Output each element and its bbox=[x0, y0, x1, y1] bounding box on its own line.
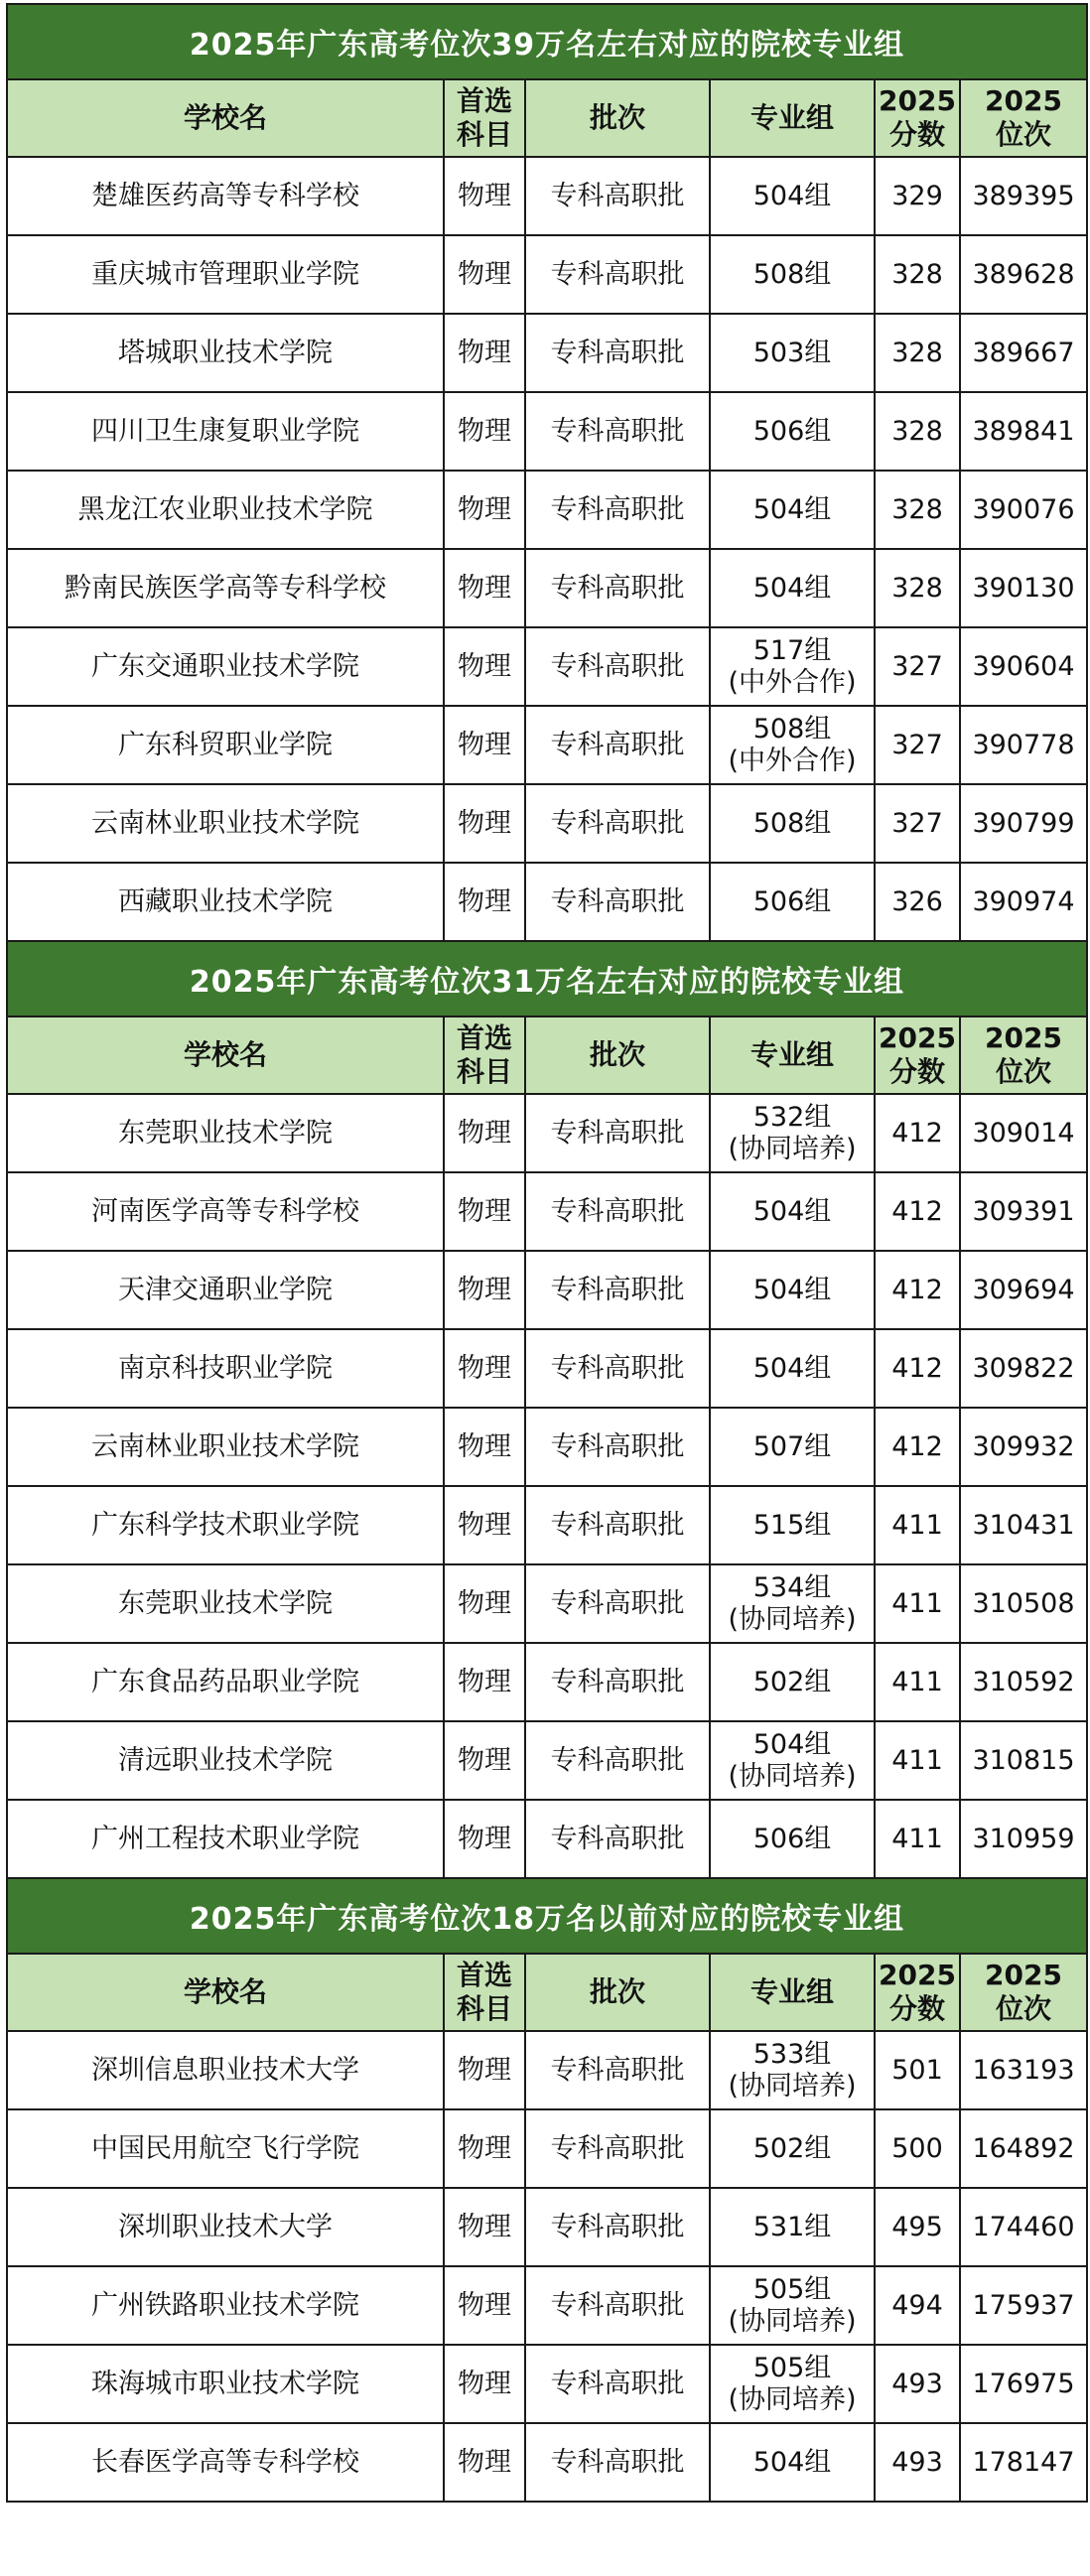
score-cell: 493 bbox=[875, 2423, 960, 2502]
table-row bbox=[7, 157, 1087, 235]
score-cell: 412 bbox=[875, 1094, 960, 1172]
group-code: 508组 bbox=[752, 713, 832, 745]
group-cell bbox=[710, 392, 875, 471]
rank-cell: 310431 bbox=[960, 1486, 1087, 1564]
batch-cell: 专科高职批 bbox=[525, 863, 710, 941]
subject-cell: 物理 bbox=[444, 863, 525, 941]
header-subject-line1: 首选 bbox=[456, 1021, 512, 1054]
table-row bbox=[7, 863, 1087, 941]
header-row bbox=[7, 79, 1087, 157]
subject-cell: 物理 bbox=[444, 2188, 525, 2266]
group-code: 504组 bbox=[752, 1352, 832, 1384]
group-code: 531组 bbox=[752, 2211, 832, 2242]
rank-cell: 310508 bbox=[960, 1564, 1087, 1643]
batch-cell: 专科高职批 bbox=[525, 784, 710, 863]
batch-cell: 专科高职批 bbox=[525, 392, 710, 471]
group-cell bbox=[710, 2188, 875, 2266]
rank-cell: 389667 bbox=[960, 314, 1087, 392]
group-code: 532组 bbox=[752, 1101, 832, 1133]
section-title: 2025年广东高考位次39万名左右对应的院校专业组 bbox=[7, 4, 1087, 79]
header-score-line2: 分数 bbox=[888, 1055, 945, 1088]
subject-cell: 物理 bbox=[444, 549, 525, 627]
school-name: 天津交通职业学院 bbox=[7, 1251, 444, 1329]
group-cell bbox=[710, 549, 875, 627]
school-name: 长春医学高等专科学校 bbox=[7, 2423, 444, 2502]
table-row bbox=[7, 392, 1087, 471]
score-cell: 494 bbox=[875, 2266, 960, 2345]
table-row bbox=[7, 627, 1087, 706]
rank-cell: 176975 bbox=[960, 2345, 1087, 2423]
rank-cell: 390130 bbox=[960, 549, 1087, 627]
score-cell: 412 bbox=[875, 1172, 960, 1251]
score-cell: 328 bbox=[875, 235, 960, 314]
header-score bbox=[875, 79, 960, 157]
school-name: 云南林业职业技术学院 bbox=[7, 784, 444, 863]
group-note: (协同培养) bbox=[728, 1760, 857, 1792]
school-name: 南京科技职业学院 bbox=[7, 1329, 444, 1408]
school-name: 广东科学技术职业学院 bbox=[7, 1486, 444, 1564]
batch-cell: 专科高职批 bbox=[525, 1251, 710, 1329]
header-group: 专业组 bbox=[710, 1954, 875, 2031]
score-cell: 327 bbox=[875, 627, 960, 706]
header-subject-line2: 科目 bbox=[456, 1992, 512, 2025]
subject-cell: 物理 bbox=[444, 1172, 525, 1251]
batch-cell: 专科高职批 bbox=[525, 1329, 710, 1408]
header-batch: 批次 bbox=[525, 1017, 710, 1094]
school-name: 深圳职业技术大学 bbox=[7, 2188, 444, 2266]
header-score bbox=[875, 1017, 960, 1094]
table-row bbox=[7, 1800, 1087, 1878]
school-name: 重庆城市管理职业学院 bbox=[7, 235, 444, 314]
group-cell bbox=[710, 235, 875, 314]
school-name: 中国民用航空飞行学院 bbox=[7, 2109, 444, 2188]
school-name: 四川卫生康复职业学院 bbox=[7, 392, 444, 471]
batch-cell: 专科高职批 bbox=[525, 2188, 710, 2266]
group-note: (协同培养) bbox=[728, 1603, 857, 1635]
score-cell: 495 bbox=[875, 2188, 960, 2266]
subject-cell: 物理 bbox=[444, 314, 525, 392]
table-row bbox=[7, 706, 1087, 784]
header-subject-line1: 首选 bbox=[456, 84, 512, 117]
group-code: 534组 bbox=[752, 1571, 832, 1603]
group-code: 505组 bbox=[752, 2352, 832, 2383]
group-code: 504组 bbox=[752, 1274, 832, 1305]
group-cell bbox=[710, 1408, 875, 1486]
group-cell bbox=[710, 2109, 875, 2188]
table-row bbox=[7, 2109, 1087, 2188]
header-subject-line2: 科目 bbox=[456, 1055, 512, 1088]
group-code: 502组 bbox=[752, 2132, 832, 2164]
batch-cell: 专科高职批 bbox=[525, 1800, 710, 1878]
table-row bbox=[7, 1564, 1087, 1643]
table-row bbox=[7, 471, 1087, 549]
group-code: 504组 bbox=[752, 572, 832, 604]
group-code: 504组 bbox=[752, 1728, 832, 1760]
group-note: (协同培养) bbox=[728, 2305, 857, 2337]
group-code: 506组 bbox=[752, 885, 832, 917]
group-note: (中外合作) bbox=[728, 745, 857, 776]
score-cell: 326 bbox=[875, 863, 960, 941]
table-row bbox=[7, 1251, 1087, 1329]
group-code: 503组 bbox=[752, 337, 832, 368]
school-name: 清远职业技术学院 bbox=[7, 1721, 444, 1800]
subject-cell: 物理 bbox=[444, 706, 525, 784]
header-group: 专业组 bbox=[710, 1017, 875, 1094]
group-code: 517组 bbox=[752, 634, 832, 666]
group-code: 506组 bbox=[752, 415, 832, 447]
group-cell bbox=[710, 1721, 875, 1800]
rank-cell: 310815 bbox=[960, 1721, 1087, 1800]
group-cell bbox=[710, 1094, 875, 1172]
header-score-line2: 分数 bbox=[888, 118, 945, 151]
header-rank-line1: 2025 bbox=[985, 1959, 1062, 1991]
batch-cell: 专科高职批 bbox=[525, 627, 710, 706]
header-rank bbox=[960, 79, 1087, 157]
section-title-row bbox=[7, 4, 1087, 79]
subject-cell: 物理 bbox=[444, 1564, 525, 1643]
subject-cell: 物理 bbox=[444, 392, 525, 471]
admission-table bbox=[6, 3, 1088, 2503]
score-cell: 327 bbox=[875, 706, 960, 784]
group-cell bbox=[710, 314, 875, 392]
subject-cell: 物理 bbox=[444, 1329, 525, 1408]
rank-cell: 389841 bbox=[960, 392, 1087, 471]
group-cell bbox=[710, 1172, 875, 1251]
subject-cell: 物理 bbox=[444, 1408, 525, 1486]
rank-cell: 390799 bbox=[960, 784, 1087, 863]
rank-cell: 309694 bbox=[960, 1251, 1087, 1329]
school-name: 黑龙江农业职业技术学院 bbox=[7, 471, 444, 549]
group-cell bbox=[710, 627, 875, 706]
rank-cell: 309014 bbox=[960, 1094, 1087, 1172]
batch-cell: 专科高职批 bbox=[525, 549, 710, 627]
table-row bbox=[7, 2423, 1087, 2502]
section-title: 2025年广东高考位次31万名左右对应的院校专业组 bbox=[7, 941, 1087, 1017]
rank-cell: 174460 bbox=[960, 2188, 1087, 2266]
batch-cell: 专科高职批 bbox=[525, 2345, 710, 2423]
header-subject-line1: 首选 bbox=[456, 1959, 512, 1991]
subject-cell: 物理 bbox=[444, 627, 525, 706]
header-batch: 批次 bbox=[525, 1954, 710, 2031]
subject-cell: 物理 bbox=[444, 1486, 525, 1564]
group-note: (协同培养) bbox=[728, 2070, 857, 2101]
batch-cell: 专科高职批 bbox=[525, 1643, 710, 1721]
subject-cell: 物理 bbox=[444, 1094, 525, 1172]
table-row bbox=[7, 784, 1087, 863]
table-row bbox=[7, 1329, 1087, 1408]
rank-cell: 163193 bbox=[960, 2031, 1087, 2109]
table-row bbox=[7, 1408, 1087, 1486]
group-cell bbox=[710, 1329, 875, 1408]
score-cell: 328 bbox=[875, 549, 960, 627]
batch-cell: 专科高职批 bbox=[525, 2031, 710, 2109]
group-code: 504组 bbox=[752, 180, 832, 211]
batch-cell: 专科高职批 bbox=[525, 2109, 710, 2188]
rank-cell: 310959 bbox=[960, 1800, 1087, 1878]
group-note: (中外合作) bbox=[728, 666, 857, 698]
table-row bbox=[7, 314, 1087, 392]
group-cell bbox=[710, 2345, 875, 2423]
group-cell bbox=[710, 1800, 875, 1878]
school-name: 广东交通职业技术学院 bbox=[7, 627, 444, 706]
score-cell: 328 bbox=[875, 471, 960, 549]
subject-cell: 物理 bbox=[444, 1800, 525, 1878]
subject-cell: 物理 bbox=[444, 784, 525, 863]
header-row bbox=[7, 1954, 1087, 2031]
table-row bbox=[7, 2188, 1087, 2266]
rank-cell: 390604 bbox=[960, 627, 1087, 706]
group-note: (协同培养) bbox=[728, 1133, 857, 1164]
rank-cell: 390778 bbox=[960, 706, 1087, 784]
group-code: 504组 bbox=[752, 2446, 832, 2478]
group-cell bbox=[710, 1643, 875, 1721]
header-rank-line2: 位次 bbox=[995, 1992, 1051, 2025]
group-cell bbox=[710, 2423, 875, 2502]
header-subject bbox=[444, 1017, 525, 1094]
score-cell: 411 bbox=[875, 1486, 960, 1564]
school-name: 河南医学高等专科学校 bbox=[7, 1172, 444, 1251]
header-rank bbox=[960, 1954, 1087, 2031]
school-name: 深圳信息职业技术大学 bbox=[7, 2031, 444, 2109]
school-name: 塔城职业技术学院 bbox=[7, 314, 444, 392]
group-cell bbox=[710, 2031, 875, 2109]
rank-cell: 310592 bbox=[960, 1643, 1087, 1721]
group-code: 505组 bbox=[752, 2273, 832, 2305]
score-cell: 411 bbox=[875, 1643, 960, 1721]
header-score-line1: 2025 bbox=[879, 84, 956, 117]
batch-cell: 专科高职批 bbox=[525, 1564, 710, 1643]
table-row bbox=[7, 1486, 1087, 1564]
header-score bbox=[875, 1954, 960, 2031]
subject-cell: 物理 bbox=[444, 2109, 525, 2188]
school-name: 广州工程技术职业学院 bbox=[7, 1800, 444, 1878]
batch-cell: 专科高职批 bbox=[525, 2266, 710, 2345]
header-rank-line1: 2025 bbox=[985, 84, 1062, 117]
header-rank bbox=[960, 1017, 1087, 1094]
group-cell bbox=[710, 157, 875, 235]
subject-cell: 物理 bbox=[444, 1721, 525, 1800]
table-row bbox=[7, 1643, 1087, 1721]
batch-cell: 专科高职批 bbox=[525, 157, 710, 235]
school-name: 广东科贸职业学院 bbox=[7, 706, 444, 784]
header-rank-line1: 2025 bbox=[985, 1021, 1062, 1054]
batch-cell: 专科高职批 bbox=[525, 1408, 710, 1486]
batch-cell: 专科高职批 bbox=[525, 1172, 710, 1251]
group-code: 508组 bbox=[752, 807, 832, 839]
table-row bbox=[7, 235, 1087, 314]
batch-cell: 专科高职批 bbox=[525, 471, 710, 549]
header-school: 学校名 bbox=[7, 1017, 444, 1094]
header-batch: 批次 bbox=[525, 79, 710, 157]
score-cell: 411 bbox=[875, 1721, 960, 1800]
header-school: 学校名 bbox=[7, 79, 444, 157]
group-cell bbox=[710, 784, 875, 863]
score-cell: 412 bbox=[875, 1329, 960, 1408]
subject-cell: 物理 bbox=[444, 2345, 525, 2423]
header-group: 专业组 bbox=[710, 79, 875, 157]
group-cell bbox=[710, 1486, 875, 1564]
table-row bbox=[7, 2031, 1087, 2109]
score-cell: 327 bbox=[875, 784, 960, 863]
rank-cell: 390076 bbox=[960, 471, 1087, 549]
admission-table-container bbox=[6, 3, 1086, 2503]
group-note: (协同培养) bbox=[728, 2383, 857, 2415]
group-code: 504组 bbox=[752, 493, 832, 525]
rank-cell: 164892 bbox=[960, 2109, 1087, 2188]
rank-cell: 309391 bbox=[960, 1172, 1087, 1251]
header-school: 学校名 bbox=[7, 1954, 444, 2031]
subject-cell: 物理 bbox=[444, 1251, 525, 1329]
group-code: 506组 bbox=[752, 1823, 832, 1854]
school-name: 广州铁路职业技术学院 bbox=[7, 2266, 444, 2345]
group-code: 507组 bbox=[752, 1430, 832, 1462]
rank-cell: 389628 bbox=[960, 235, 1087, 314]
subject-cell: 物理 bbox=[444, 1643, 525, 1721]
batch-cell: 专科高职批 bbox=[525, 1486, 710, 1564]
section-title-row bbox=[7, 1878, 1087, 1954]
score-cell: 412 bbox=[875, 1251, 960, 1329]
rank-cell: 389395 bbox=[960, 157, 1087, 235]
subject-cell: 物理 bbox=[444, 235, 525, 314]
score-cell: 411 bbox=[875, 1564, 960, 1643]
score-cell: 328 bbox=[875, 314, 960, 392]
score-cell: 501 bbox=[875, 2031, 960, 2109]
group-code: 502组 bbox=[752, 1666, 832, 1697]
batch-cell: 专科高职批 bbox=[525, 235, 710, 314]
score-cell: 500 bbox=[875, 2109, 960, 2188]
group-code: 515组 bbox=[752, 1509, 832, 1541]
header-score-line2: 分数 bbox=[888, 1992, 945, 2025]
group-cell bbox=[710, 1251, 875, 1329]
score-cell: 328 bbox=[875, 392, 960, 471]
batch-cell: 专科高职批 bbox=[525, 706, 710, 784]
table-row bbox=[7, 549, 1087, 627]
header-subject-line2: 科目 bbox=[456, 118, 512, 151]
school-name: 西藏职业技术学院 bbox=[7, 863, 444, 941]
school-name: 楚雄医药高等专科学校 bbox=[7, 157, 444, 235]
table-row bbox=[7, 2266, 1087, 2345]
header-score-line1: 2025 bbox=[879, 1959, 956, 1991]
subject-cell: 物理 bbox=[444, 2031, 525, 2109]
school-name: 云南林业职业技术学院 bbox=[7, 1408, 444, 1486]
score-cell: 411 bbox=[875, 1800, 960, 1878]
header-subject bbox=[444, 79, 525, 157]
batch-cell: 专科高职批 bbox=[525, 1721, 710, 1800]
subject-cell: 物理 bbox=[444, 2266, 525, 2345]
rank-cell: 175937 bbox=[960, 2266, 1087, 2345]
rank-cell: 309822 bbox=[960, 1329, 1087, 1408]
group-cell bbox=[710, 2266, 875, 2345]
subject-cell: 物理 bbox=[444, 157, 525, 235]
group-cell bbox=[710, 471, 875, 549]
subject-cell: 物理 bbox=[444, 2423, 525, 2502]
batch-cell: 专科高职批 bbox=[525, 2423, 710, 2502]
header-rank-line2: 位次 bbox=[995, 118, 1051, 151]
table-row bbox=[7, 1721, 1087, 1800]
subject-cell: 物理 bbox=[444, 471, 525, 549]
school-name: 珠海城市职业技术学院 bbox=[7, 2345, 444, 2423]
section-title: 2025年广东高考位次18万名以前对应的院校专业组 bbox=[7, 1878, 1087, 1954]
group-cell bbox=[710, 706, 875, 784]
table-row bbox=[7, 1172, 1087, 1251]
batch-cell: 专科高职批 bbox=[525, 314, 710, 392]
table-row bbox=[7, 2345, 1087, 2423]
school-name: 黔南民族医学高等专科学校 bbox=[7, 549, 444, 627]
header-score-line1: 2025 bbox=[879, 1021, 956, 1054]
group-code: 508组 bbox=[752, 258, 832, 290]
score-cell: 412 bbox=[875, 1408, 960, 1486]
group-code: 533组 bbox=[752, 2038, 832, 2070]
group-cell bbox=[710, 863, 875, 941]
table-row bbox=[7, 1094, 1087, 1172]
batch-cell: 专科高职批 bbox=[525, 1094, 710, 1172]
header-row bbox=[7, 1017, 1087, 1094]
school-name: 东莞职业技术学院 bbox=[7, 1094, 444, 1172]
group-cell bbox=[710, 1564, 875, 1643]
section-title-row bbox=[7, 941, 1087, 1017]
rank-cell: 390974 bbox=[960, 863, 1087, 941]
score-cell: 329 bbox=[875, 157, 960, 235]
rank-cell: 178147 bbox=[960, 2423, 1087, 2502]
rank-cell: 309932 bbox=[960, 1408, 1087, 1486]
group-code: 504组 bbox=[752, 1195, 832, 1227]
score-cell: 493 bbox=[875, 2345, 960, 2423]
header-subject bbox=[444, 1954, 525, 2031]
header-rank-line2: 位次 bbox=[995, 1055, 1051, 1088]
school-name: 东莞职业技术学院 bbox=[7, 1564, 444, 1643]
school-name: 广东食品药品职业学院 bbox=[7, 1643, 444, 1721]
